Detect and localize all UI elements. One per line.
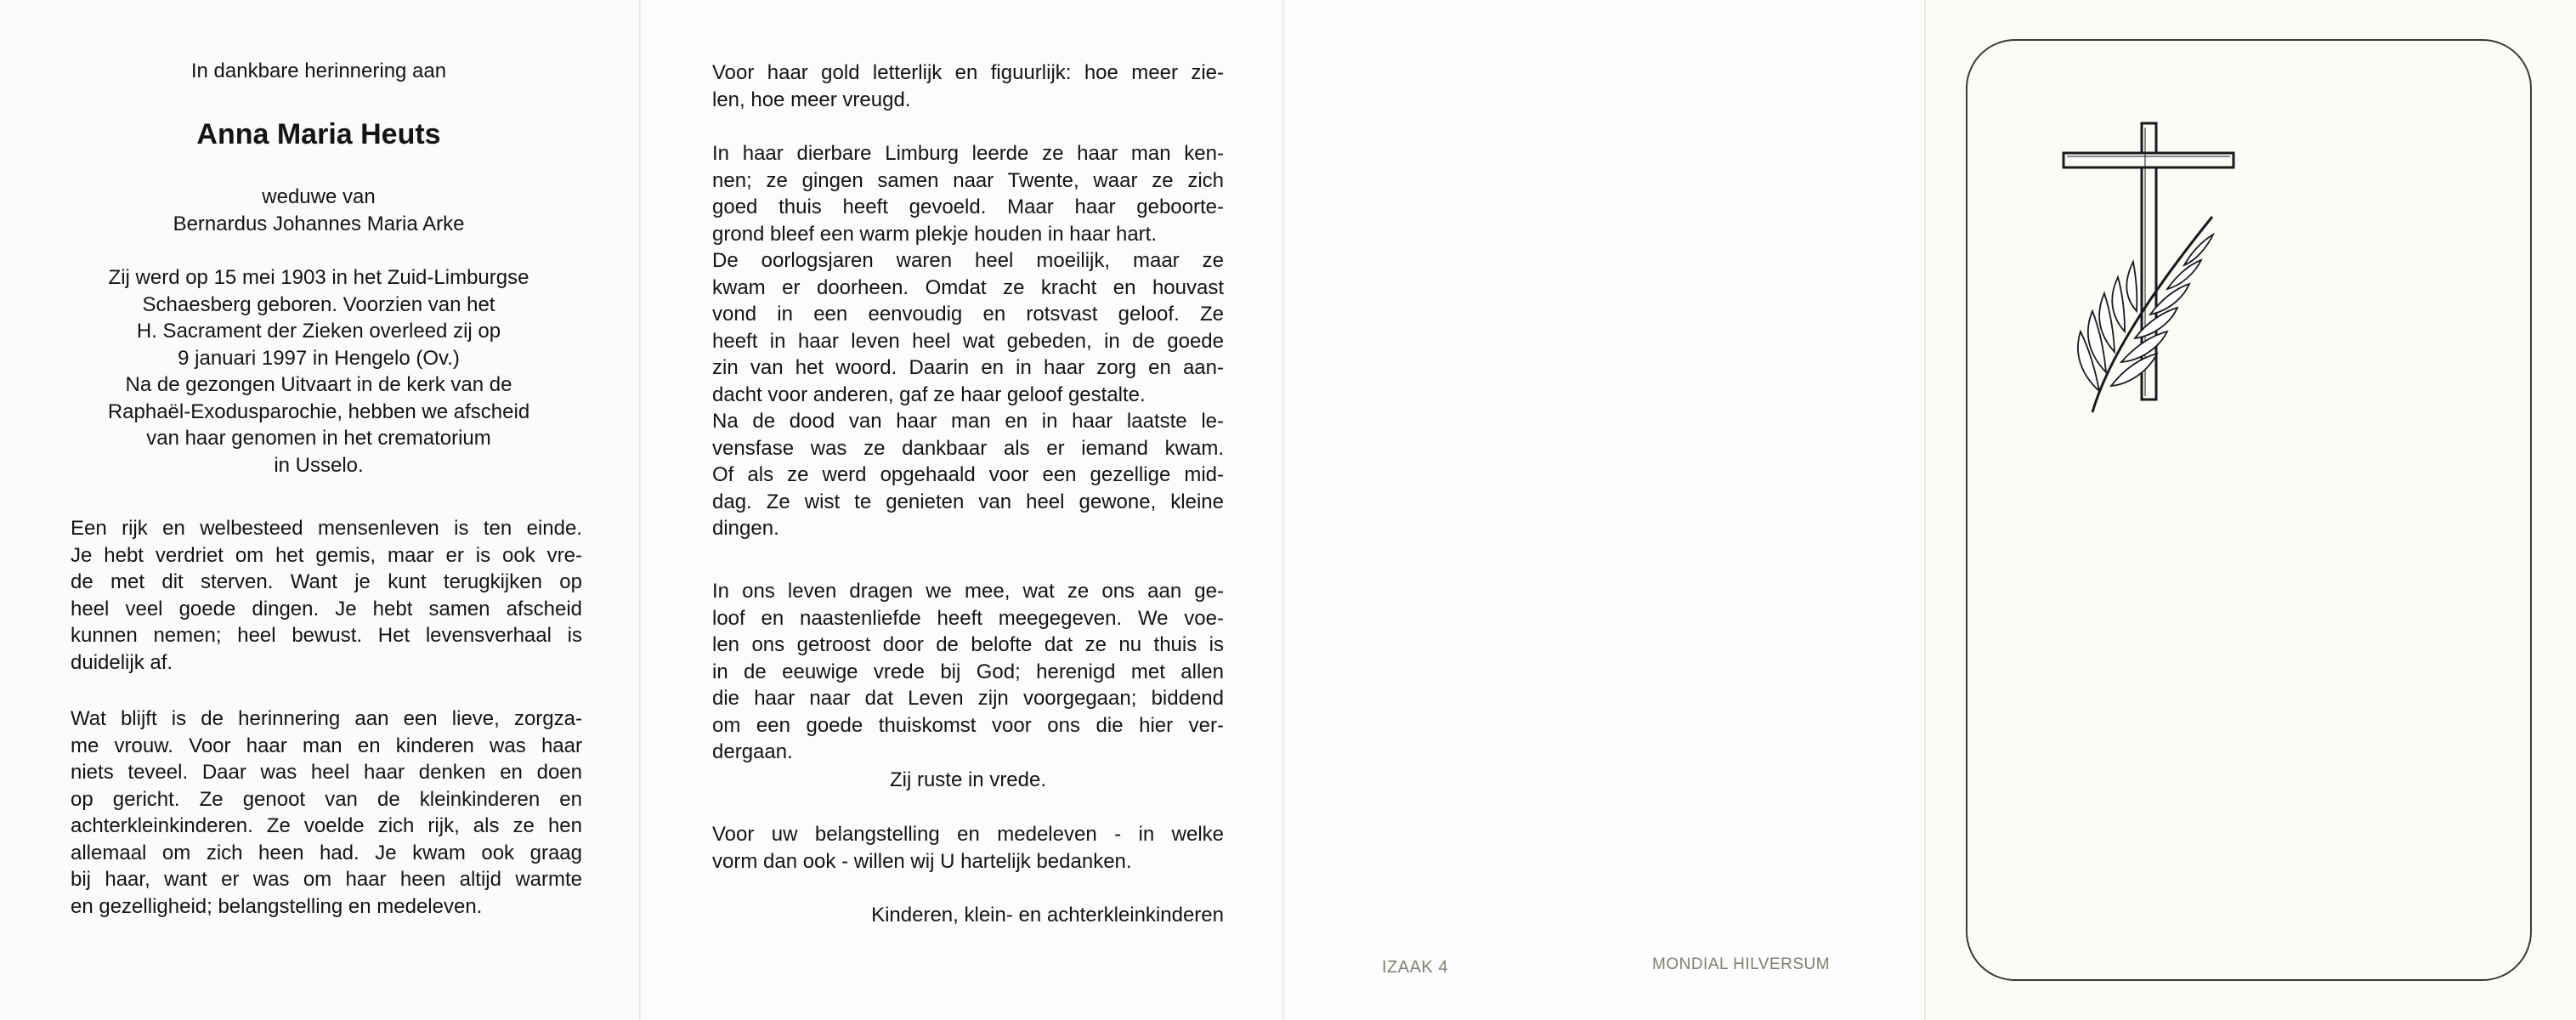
text-line: en gezelligheid; belangstelling en medeleven. [71, 894, 483, 918]
palm-leaf [2126, 262, 2137, 311]
text-line: die haar naar dat Leven zijn voorgegaan; biddend [712, 687, 1224, 710]
text-line: de met dit sterven. Want je kunt terugkijken op [71, 570, 582, 593]
bio-line: 9 januari 1997 in Hengelo (Ov.) [178, 346, 460, 370]
fold-line [639, 0, 641, 1020]
spouse-block [85, 184, 552, 237]
card-frame [1966, 39, 2532, 981]
memorial-paragraph-5 [712, 578, 1224, 766]
text-line: Wat blijft is de herinnering aan een lieve, zorgza- [71, 707, 582, 730]
text-line: me vrouw. Voor haar man en kinderen was haar [71, 734, 582, 757]
text-line: Voor haar gold letterlijk en figuurlijk: hoe meer zie- [712, 61, 1224, 84]
intro-text [85, 58, 552, 85]
text-line: Of als ze werd opgehaald voor een gezellige mid- [712, 463, 1224, 486]
text-line: allemaal om zich heen had. Je kwam ook graag [71, 841, 582, 864]
printer-name: MONDIAL HILVERSUM [1652, 955, 1831, 973]
bio-line: H. Sacrament der Zieken overleed zij op [136, 320, 501, 343]
signature [712, 902, 1224, 929]
text-line: heeft in haar leven heel wat gebeden, in de goede [712, 329, 1224, 353]
signature-line: Kinderen, klein- en achterkleinkinderen [871, 904, 1224, 926]
text-line: zin van het woord. Daarin en in haar zorg en aan- [712, 356, 1224, 379]
memorial-paragraph-2 [71, 706, 582, 920]
thanks-paragraph [712, 821, 1224, 875]
text-line: Na de dood van haar man en in haar laatste le- [712, 410, 1224, 433]
text-line: vorm dan ook - willen wij U hartelijk bedanken. [712, 849, 1132, 873]
text-line: duidelijk af. [71, 650, 173, 674]
widow-of-line: weduwe van [262, 185, 376, 208]
text-line: goed thuis heeft gevoeld. Maar haar geboorte- [712, 196, 1224, 218]
text-line: dag. Ze wist te genieten van heel gewone, kleine [712, 490, 1224, 513]
text-line: In ons leven dragen we mee, wat ze ons aan ge- [712, 580, 1224, 603]
text-line: loof en naastenliefde heeft meegegeven. We voe- [712, 606, 1224, 630]
bio-line: van haar genomen in het crematorium [146, 427, 491, 450]
text-line: In haar dierbare Limburg leerde ze haar man ken- [712, 142, 1224, 165]
text-line: heel veel goede dingen. Je hebt samen afscheid [71, 597, 582, 620]
text-line: vond in een eenvoudig en rotsvast geloof. Ze [712, 303, 1224, 326]
memorial-paragraph-3 [712, 60, 1224, 113]
text-line: vensfase was ze dankbaar als er iemand kwam. [712, 436, 1224, 460]
bio-line: Schaesberg geboren. Voorzien van het [142, 292, 495, 316]
husband-line: Bernardus Johannes Maria Arke [173, 212, 465, 235]
text-line: Een rijk en welbesteed mensenleven is ten einde. [71, 517, 582, 540]
text-line: op gericht. Ze genoot van de kleinkinderen en [71, 787, 582, 811]
memorial-paragraph-1 [71, 515, 582, 676]
palm-leaf [2112, 277, 2125, 332]
text-line: len, hoe meer vreugd. [712, 88, 911, 111]
text-line: len ons getroost door de belofte dat ze nu thuis is [712, 633, 1224, 656]
text-line: dingen. [712, 517, 779, 540]
text-line: De oorlogsjaren waren heel moeilijk, maar ze [712, 249, 1224, 272]
text-line: bij haar, want er was om haar heen altijd warmte [71, 868, 582, 891]
text-line: Je hebt verdriet om het gemis, maar er is ook vre- [71, 543, 582, 567]
text-line: dergaan. [712, 740, 793, 763]
biography [51, 264, 586, 479]
rest-line: Zij ruste in vrede. [889, 768, 1047, 791]
panel-back [1283, 0, 1925, 1020]
bio-line: in Usselo. [274, 453, 364, 477]
text-line: kwam er doorheen. Omdat ze kracht en houvast [712, 275, 1224, 299]
text-line: nen; ze gingen samen naar Twente, waar ze zich [712, 168, 1224, 192]
text-line: dacht voor anderen, gaf ze haar geloof gestalte. [712, 382, 1146, 406]
fold-line [1924, 0, 1926, 1020]
text-line: niets teveel. Daar was heel haar denken en doen [71, 761, 582, 784]
bio-line: Zij werd op 15 mei 1903 in het Zuid-Limburgse [108, 266, 529, 289]
memorial-paragraph-4 [712, 140, 1224, 542]
rest-in-peace [712, 767, 1224, 794]
text-line: Voor uw belangstelling en medeleven - in welke [712, 823, 1224, 846]
intro-line: In dankbare herinnering aan [190, 60, 447, 82]
text-line: om een goede thuiskomst voor ons die hier ver- [712, 713, 1224, 737]
cross-horizontal-beam [2064, 153, 2233, 167]
deceased-name [85, 117, 552, 151]
text-line: grond bleef een warm plekje houden in haar hart. [712, 222, 1158, 246]
card-code: IZAAK 4 [1382, 958, 1448, 977]
bio-line: Raphaël-Exodusparochie, hebben we afscheid [107, 400, 530, 423]
text-line: in de eeuwige vrede bij God; herenigd met allen [712, 660, 1224, 683]
name-line: Anna Maria Heuts [196, 118, 441, 150]
bio-line: Na de gezongen Uitvaart in de kerk van de [125, 373, 512, 396]
cross-with-palm-branch-icon [2057, 119, 2244, 416]
text-line: kunnen nemen; heel bewust. Het levensverhaal is [71, 624, 582, 647]
fold-line [1282, 0, 1284, 1020]
text-line: achterkleinkinderen. Ze voelde zich rijk, als ze hen [71, 814, 582, 837]
